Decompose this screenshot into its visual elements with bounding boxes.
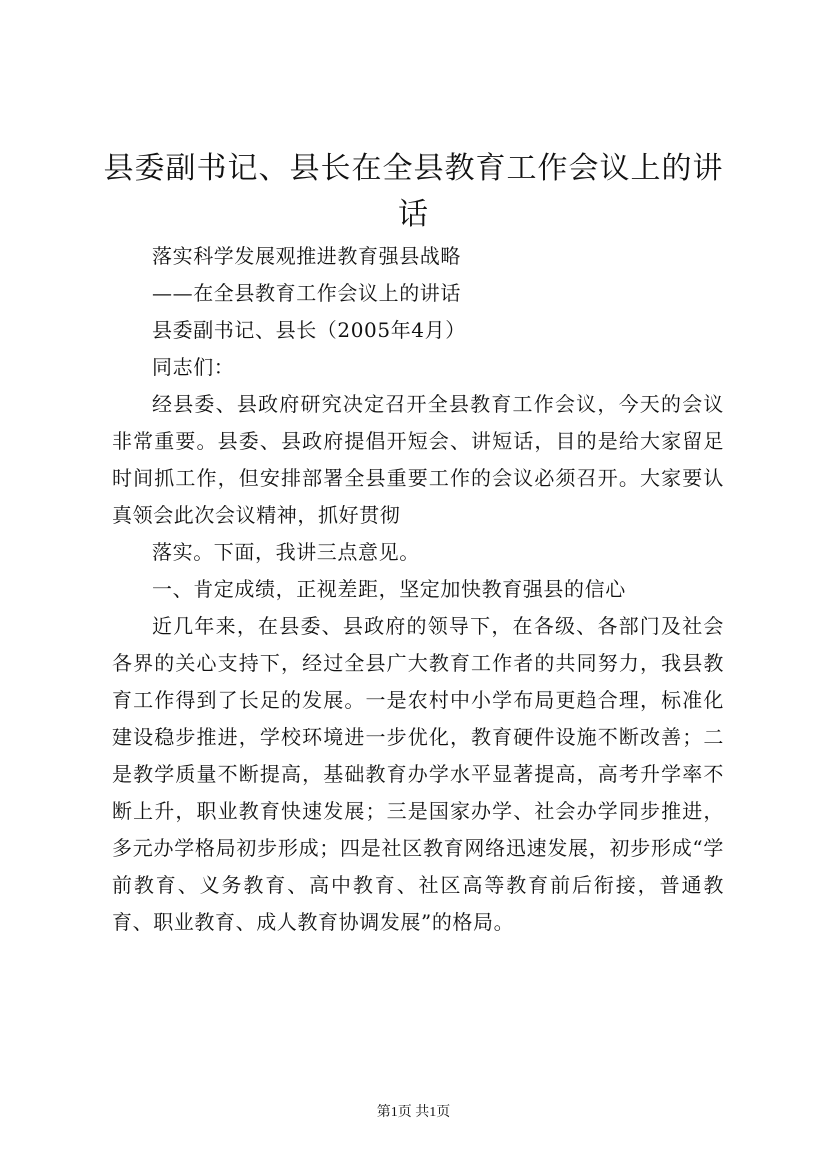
subtitle-paragraph: 落实科学发展观推进教育强县战略 <box>152 244 461 268</box>
page-footer: 第1页 共1页 <box>376 1105 451 1120</box>
document-body <box>112 238 724 941</box>
body-paragraph: 近几年来，在县委、县政府的领导下，在各级、各部门及社会各界的关心支持下，经过全县广大教育工作者的共同努力，我县教育工作得到了长足的发展。一是农村中小学布局更趋合理，标准化建设稳步推进，学校环境进一步优化，教育硬件设施不断改善；二是教学质量不断提高，基础教育办学水平显著提高，高考升学率不断上升，职业教育快速发展；三是国家办学、社会办学同步推进，多元办学格局初步形成；四是社区教育网络迅速发展，初步形成“学前教育、义务教育、高中教育、社区高等教育前后衔接，普通教育、职业教育、成人教育协调发展”的格局。 <box>112 614 724 934</box>
subtitle-line: ——在全县教育工作会议上的讲话 <box>152 281 461 305</box>
body-paragraph: 经县委、县政府研究决定召开全县教育工作会议，今天的会议非常重要。县委、县政府提倡开短会、讲短话，目的是给大家留足时间抓工作，但安排部署全县重要工作的会议必须召开。大家要认真领会此次会议精神，抓好贯彻 <box>112 392 724 527</box>
salutation: 同志们： <box>152 355 235 379</box>
speaker-line: 县委副书记、县长（2005年4月） <box>152 318 466 342</box>
body-paragraph: 落实。下面，我讲三点意见。 <box>152 540 420 564</box>
section-heading: 一、肯定成绩，正视差距，坚定加快教育强县的信心 <box>152 577 626 601</box>
document-title: 县委副书记、县长在全县教育工作会议上的讲话 <box>103 151 724 232</box>
